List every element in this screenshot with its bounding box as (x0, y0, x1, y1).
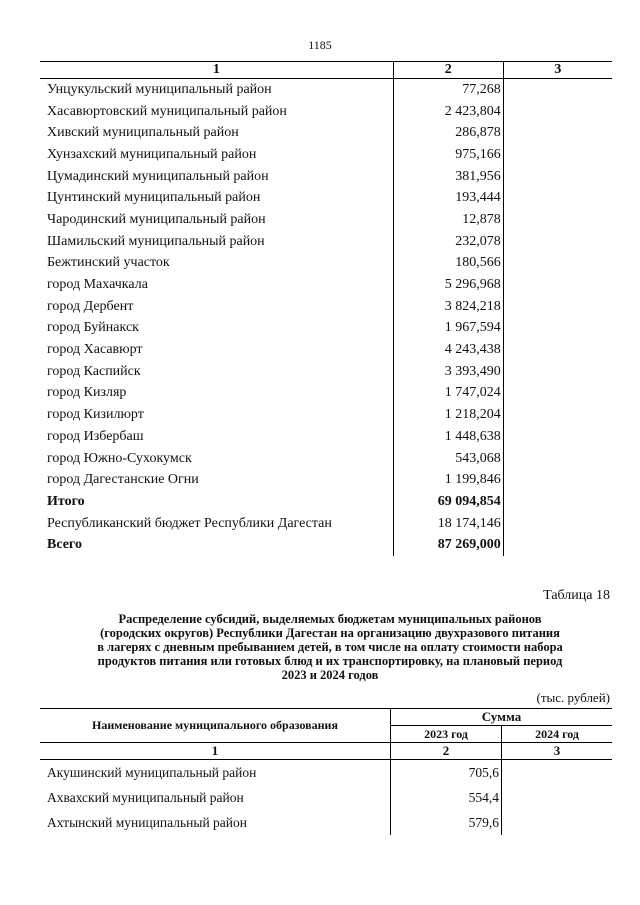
municipality-name: Цунтинский муниципальный район (47, 190, 261, 206)
header-municipality: Наименование муниципального образования (40, 709, 391, 743)
table-title-line: 2023 и 2024 годов (281, 668, 379, 682)
table-row (40, 404, 612, 426)
empty-cell (503, 144, 612, 166)
empty-cell (503, 253, 612, 275)
municipality-name: Всего (47, 537, 82, 553)
empty-cell (503, 534, 612, 556)
amount-cell: 232,078 (393, 231, 503, 253)
column-number-3: 3 (503, 62, 612, 79)
empty-cell (503, 274, 612, 296)
amount-cell: 1 967,594 (393, 318, 503, 340)
empty-cell (503, 513, 612, 535)
table-row (40, 296, 612, 318)
amount-cell: 5 296,968 (393, 274, 503, 296)
header-year-2023: 2023 год (391, 726, 502, 743)
page-number: 1185 (308, 38, 332, 52)
municipality-name: город Избербаш (47, 428, 144, 444)
amount-cell: 975,166 (393, 144, 503, 166)
table-row (40, 209, 612, 231)
empty-cell (503, 166, 612, 188)
municipality-name: Хивский муниципальный район (47, 125, 239, 141)
column-number-row (40, 62, 612, 79)
amount-2024-cell (502, 785, 613, 810)
table-row (40, 122, 612, 144)
amount-cell: 3 393,490 (393, 361, 503, 383)
empty-cell (503, 296, 612, 318)
municipality-name: город Дагестанские Огни (47, 472, 199, 488)
municipality-name: город Южно-Сухокумск (47, 450, 192, 466)
municipality-name: Итого (47, 493, 85, 509)
amount-cell: 1 218,204 (393, 404, 503, 426)
table-title (60, 612, 600, 682)
table-row (40, 448, 612, 470)
municipality-name: Хунзахский муниципальный район (47, 146, 257, 162)
amount-cell: 543,068 (393, 448, 503, 470)
units-label: (тыс. рублей) (536, 690, 610, 705)
subsidy-table-continued (40, 61, 612, 556)
empty-cell (503, 404, 612, 426)
header-year-2024: 2024 год (502, 726, 613, 743)
table-row (40, 187, 612, 209)
table-row (40, 469, 612, 491)
empty-cell (503, 426, 612, 448)
table-row (40, 79, 612, 101)
table-row (40, 101, 612, 123)
municipality-name: город Кизилюрт (47, 407, 144, 423)
table-title-line: Распределение субсидий, выделяемых бюджетам муниципальных районов (118, 612, 542, 626)
municipality-name: город Буйнакск (47, 320, 139, 336)
table-row (40, 491, 612, 513)
table-row (40, 166, 612, 188)
column-number-1: 1 (40, 62, 393, 79)
amount-2023-cell: 705,6 (391, 760, 502, 786)
municipality-name: Шамильский муниципальный район (47, 233, 265, 249)
amount-cell: 87 269,000 (393, 534, 503, 556)
table-row (40, 144, 612, 166)
municipality-name: Ахвахский муниципальный район (47, 789, 244, 805)
amount-2023-cell: 554,4 (391, 785, 502, 810)
column-number-2: 2 (393, 62, 503, 79)
empty-cell (503, 383, 612, 405)
amount-cell: 18 174,146 (393, 513, 503, 535)
municipality-name: Республиканский бюджет Республики Дагестан (47, 515, 332, 531)
empty-cell (503, 187, 612, 209)
municipality-name: город Хасавюрт (47, 342, 143, 358)
municipality-name: Унцукульский муниципальный район (47, 81, 272, 97)
municipality-name: город Кизляр (47, 385, 127, 401)
column-number-3: 3 (502, 743, 613, 760)
table-title-line: продуктов питания или готовых блюд и их транспортировку, на плановый период (97, 654, 563, 668)
empty-cell (503, 209, 612, 231)
municipality-name: Чародинский муниципальный район (47, 211, 266, 227)
table-row (40, 810, 612, 835)
amount-cell: 286,878 (393, 122, 503, 144)
municipality-name: Бежтинский участок (47, 255, 170, 271)
amount-cell: 381,956 (393, 166, 503, 188)
municipality-name: Ахтынский муниципальный район (47, 814, 247, 830)
municipality-name: Цумадинский муниципальный район (47, 168, 269, 184)
empty-cell (503, 318, 612, 340)
amount-2024-cell (502, 810, 613, 835)
table-row (40, 785, 612, 810)
amount-cell: 193,444 (393, 187, 503, 209)
table-row (40, 361, 612, 383)
table-row (40, 339, 612, 361)
column-number-2: 2 (391, 743, 502, 760)
header-sum: Сумма (391, 709, 613, 726)
table-title-line: (городских округов) Республики Дагестан на организацию двухразового питания (100, 626, 560, 640)
empty-cell (503, 491, 612, 513)
amount-cell: 180,566 (393, 253, 503, 275)
municipality-name: Хасавюртовский муниципальный район (47, 103, 287, 119)
amount-2024-cell (502, 760, 613, 786)
amount-cell: 1 199,846 (393, 469, 503, 491)
amount-cell: 3 824,218 (393, 296, 503, 318)
amount-2023-cell: 579,6 (391, 810, 502, 835)
table-row (40, 383, 612, 405)
empty-cell (503, 79, 612, 101)
table-row (40, 426, 612, 448)
amount-cell: 4 243,438 (393, 339, 503, 361)
column-number-1: 1 (40, 743, 391, 760)
empty-cell (503, 101, 612, 123)
table-title-line: в лагерях с дневным пребыванием детей, в том числе на оплату стоимости набора (97, 640, 563, 654)
table-label: Таблица 18 (543, 588, 610, 603)
empty-cell (503, 339, 612, 361)
empty-cell (503, 361, 612, 383)
table-row (40, 760, 612, 786)
table-row (40, 513, 612, 535)
amount-cell: 1 747,024 (393, 383, 503, 405)
subsidy-table-18 (40, 708, 612, 835)
table-row (40, 231, 612, 253)
municipality-name: город Дербент (47, 298, 134, 314)
table-row (40, 318, 612, 340)
amount-cell: 77,268 (393, 79, 503, 101)
amount-cell: 1 448,638 (393, 426, 503, 448)
table-row (40, 253, 612, 275)
municipality-name: город Махачкала (47, 277, 148, 293)
empty-cell (503, 448, 612, 470)
amount-cell: 69 094,854 (393, 491, 503, 513)
table-row (40, 274, 612, 296)
table-row (40, 534, 612, 556)
empty-cell (503, 122, 612, 144)
municipality-name: Акушинский муниципальный район (47, 764, 257, 780)
amount-cell: 2 423,804 (393, 101, 503, 123)
amount-cell: 12,878 (393, 209, 503, 231)
municipality-name: город Каспийск (47, 363, 141, 379)
empty-cell (503, 231, 612, 253)
empty-cell (503, 469, 612, 491)
